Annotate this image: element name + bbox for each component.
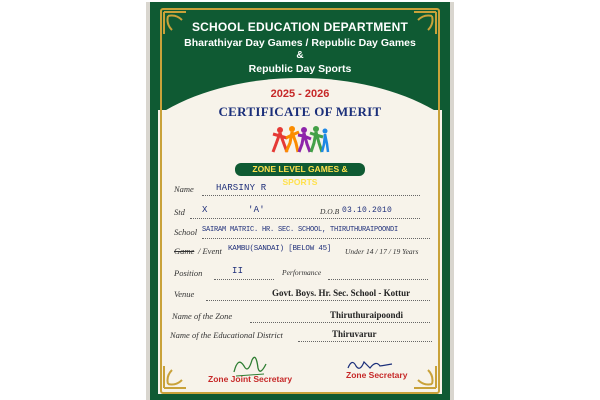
- certificate-title: CERTIFICATE OF MERIT: [218, 104, 382, 119]
- position-line: [214, 279, 274, 280]
- secretary-label: Zone Secretary: [346, 370, 408, 380]
- academic-year: 2025 - 2026: [270, 88, 330, 100]
- name-label: Name: [174, 184, 194, 194]
- school-value: SAIRAM MATRIC. HR. SEC. SCHOOL, THIRUTHURAIPOONDI: [202, 226, 399, 234]
- school-label: School: [174, 227, 198, 237]
- game-label: Game: [174, 246, 195, 256]
- performance-line: [328, 279, 428, 280]
- district-label: Name of the Educational District: [170, 330, 283, 340]
- std-line: [190, 218, 420, 219]
- sports-title: Republic Day Sports: [248, 63, 352, 75]
- age-category-label: Under 14 / 17 / 19 Years: [345, 247, 419, 256]
- games-title: Bharathiyar Day Games / Republic Day Games: [184, 37, 416, 49]
- department-title: SCHOOL EDUCATION DEPARTMENT: [191, 20, 409, 34]
- zone-line: [250, 322, 430, 323]
- school-line: [202, 238, 430, 239]
- venue-value: Govt. Boys. Hr. Sec. School - Kottur: [272, 288, 411, 298]
- corner-ornament-icon: [412, 364, 438, 390]
- event-label: / Event: [198, 246, 222, 256]
- certificate: [150, 2, 450, 400]
- zone-value: Thiruthuraipoondi: [330, 310, 404, 320]
- district-line: [298, 341, 432, 342]
- std-label: Std: [174, 207, 185, 217]
- joint-secretary-label: Zone Joint Secretary: [208, 374, 293, 384]
- name-value: HARSINY R: [216, 183, 267, 193]
- bottom-border: [150, 394, 450, 400]
- corner-ornament-icon: [162, 364, 188, 390]
- event-value: KAMBU(SANDAI) [BELOW 45]: [228, 245, 332, 253]
- std-value: X: [202, 205, 208, 215]
- right-border: [442, 2, 450, 400]
- performance-label: Performance: [282, 268, 322, 277]
- position-value: II: [232, 266, 244, 276]
- section-value: 'A': [248, 205, 265, 215]
- position-label: Position: [174, 268, 203, 278]
- district-value: Thiruvarur: [332, 329, 377, 339]
- dob-value: 03.10.2010: [342, 206, 393, 215]
- dob-label: D.O.B: [320, 207, 340, 216]
- athletes-silhouette-icon: [270, 124, 330, 154]
- zone-label: Name of the Zone: [172, 311, 233, 321]
- zone-level-banner: ZONE LEVEL GAMES & SPORTS: [235, 163, 365, 176]
- left-border: [150, 2, 158, 400]
- name-line: [202, 195, 420, 196]
- venue-line: [206, 300, 430, 301]
- venue-label: Venue: [174, 289, 195, 299]
- ampersand: &: [296, 50, 304, 61]
